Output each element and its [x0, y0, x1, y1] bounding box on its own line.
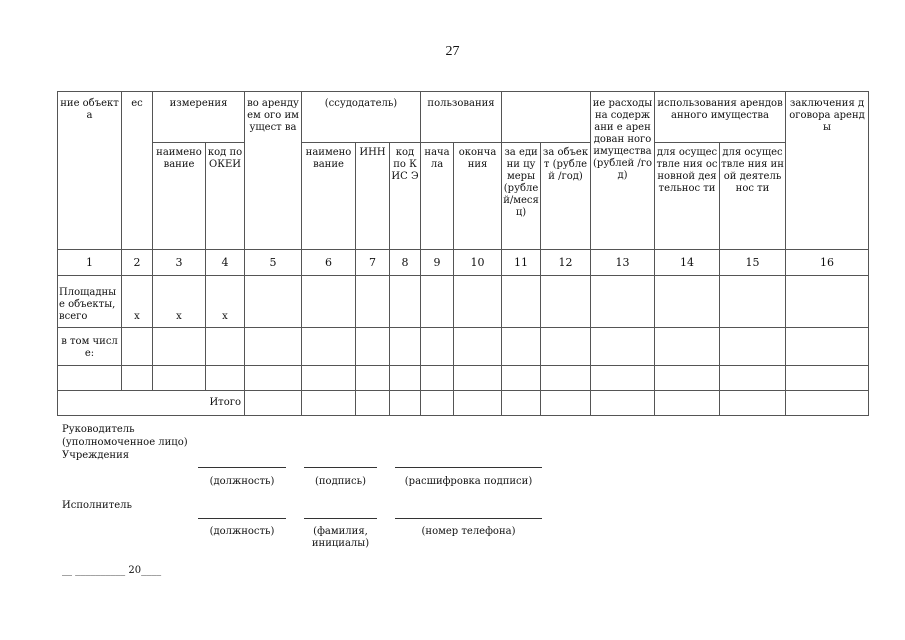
header-usage-purpose: использования арендованного имущества [655, 92, 786, 143]
column-number: 16 [786, 250, 869, 276]
column-number: 10 [454, 250, 502, 276]
total-label: Итого [58, 391, 245, 416]
table-cell [245, 276, 302, 328]
header-inn: ИНН [356, 143, 390, 250]
page-number: 27 [445, 44, 460, 59]
column-number: 1 [58, 250, 122, 276]
table-cell [58, 366, 122, 391]
table-cell [655, 328, 720, 366]
table-cell-x: х [206, 276, 245, 328]
table-cell [502, 366, 541, 391]
column-number: 8 [390, 250, 421, 276]
table-cell [153, 328, 206, 366]
caption-position: (должность) [209, 476, 275, 487]
table-cell [390, 276, 421, 328]
column-number: 3 [153, 250, 206, 276]
table-cell [591, 391, 655, 416]
table-cell [302, 366, 356, 391]
table-cell [356, 328, 390, 366]
header-end: оконча ния [454, 143, 502, 250]
position-signature-line [198, 467, 286, 468]
header-rent-amount [502, 92, 591, 143]
table-cell [591, 366, 655, 391]
table-cell [206, 366, 245, 391]
table-cell [655, 366, 720, 391]
table-cell [720, 366, 786, 391]
table-cell [591, 276, 655, 328]
column-number: 15 [720, 250, 786, 276]
table-cell [206, 328, 245, 366]
caption-signature-decoding: (расшифровка подписи) [404, 476, 533, 487]
column-number: 13 [591, 250, 655, 276]
column-number: 11 [502, 250, 541, 276]
table-cell [786, 366, 869, 391]
table-cell [302, 276, 356, 328]
table-cell [122, 366, 153, 391]
table-cell [720, 328, 786, 366]
table-cell [502, 328, 541, 366]
table-cell [502, 276, 541, 328]
table-cell [454, 391, 502, 416]
table-cell [786, 276, 869, 328]
executor-label: Исполнитель [62, 500, 132, 511]
header-okei-code: код по ОКЕИ [206, 143, 245, 250]
row-label-area-objects: Площадны е объекты, всего [58, 276, 122, 328]
table-cell [655, 391, 720, 416]
table-row-total-objects [58, 276, 869, 328]
column-number: 4 [206, 250, 245, 276]
table-cell [245, 366, 302, 391]
rental-objects-table [57, 91, 869, 416]
header-kise-code: код по КИС Э [390, 143, 421, 250]
table-cell [390, 328, 421, 366]
table-cell [421, 366, 454, 391]
table-cell [502, 391, 541, 416]
table-cell-x: х [153, 276, 206, 328]
table-cell [786, 328, 869, 366]
table-cell [356, 276, 390, 328]
table-cell [245, 328, 302, 366]
header-maintenance-costs: ие расходы на содержани е арендован ного имущества (рублей /год) [591, 92, 655, 250]
header-other-activity: для осуществле ния иной деятельнос ти [720, 143, 786, 250]
row-label-including: в том числе: [58, 328, 122, 366]
header-lessor-name: наимено вание [302, 143, 356, 250]
header-usage-period: пользования [421, 92, 502, 143]
table-cell [421, 391, 454, 416]
table-cell [454, 328, 502, 366]
header-lessor: (ссудодатель) [302, 92, 421, 143]
table-cell [356, 391, 390, 416]
table-cell [541, 391, 591, 416]
header-measure-unit: измерения [153, 92, 245, 143]
table-cell [720, 276, 786, 328]
head-title: Руководитель [62, 424, 135, 435]
column-number: 6 [302, 250, 356, 276]
table-cell [356, 366, 390, 391]
table-cell [541, 366, 591, 391]
signature-decoding-line [395, 467, 542, 468]
institution-label: Учреждения [62, 450, 130, 461]
table-row-empty [58, 366, 869, 391]
table-cell [421, 328, 454, 366]
header-object-name: ние объекта [58, 92, 122, 250]
header-per-object: за объект (рублей /год) [541, 143, 591, 250]
table-cell [454, 276, 502, 328]
table-cell [245, 391, 302, 416]
table-cell [153, 366, 206, 391]
header-contract-conclusion: заключения договора аренды [786, 92, 869, 250]
table-cell [591, 328, 655, 366]
table-cell [421, 276, 454, 328]
authorized-person-label: (уполномоченное лицо) [62, 437, 188, 448]
table-row-including [58, 328, 869, 366]
caption-executor-phone: (номер телефона) [421, 526, 516, 537]
column-number: 7 [356, 250, 390, 276]
executor-position-line [198, 518, 286, 519]
header-per-unit: за едини цу меры (рубле й/меся ц) [502, 143, 541, 250]
column-number: 5 [245, 250, 302, 276]
table-cell [720, 391, 786, 416]
table-row-grand-total [58, 391, 869, 416]
header-unit-name: наимено вание [153, 143, 206, 250]
table-cell [655, 276, 720, 328]
header-rented-quantity: во арендуем ого имущест ва [245, 92, 302, 250]
table-cell [390, 366, 421, 391]
caption-executor-position: (должность) [209, 526, 275, 537]
executor-phone-line [395, 518, 542, 519]
table-cell [454, 366, 502, 391]
header-col2: ес [122, 92, 153, 250]
column-number: 14 [655, 250, 720, 276]
header-start: нача ла [421, 143, 454, 250]
signature-line [304, 467, 377, 468]
table-cell [122, 328, 153, 366]
caption-signature: (подпись) [314, 476, 367, 487]
caption-executor-name: (фамилия, инициалы) [311, 526, 370, 549]
date-line: __ __________ 20____ [62, 565, 162, 576]
table-cell [541, 328, 591, 366]
table-cell [390, 391, 421, 416]
table-cell [786, 391, 869, 416]
table-cell-x: х [122, 276, 153, 328]
column-number: 12 [541, 250, 591, 276]
table-cell [541, 276, 591, 328]
column-number: 9 [421, 250, 454, 276]
executor-name-line [304, 518, 377, 519]
column-number: 2 [122, 250, 153, 276]
table-cell [302, 328, 356, 366]
table-cell [302, 391, 356, 416]
header-main-activity: для осуществле ния основной деятельнос ти [655, 143, 720, 250]
